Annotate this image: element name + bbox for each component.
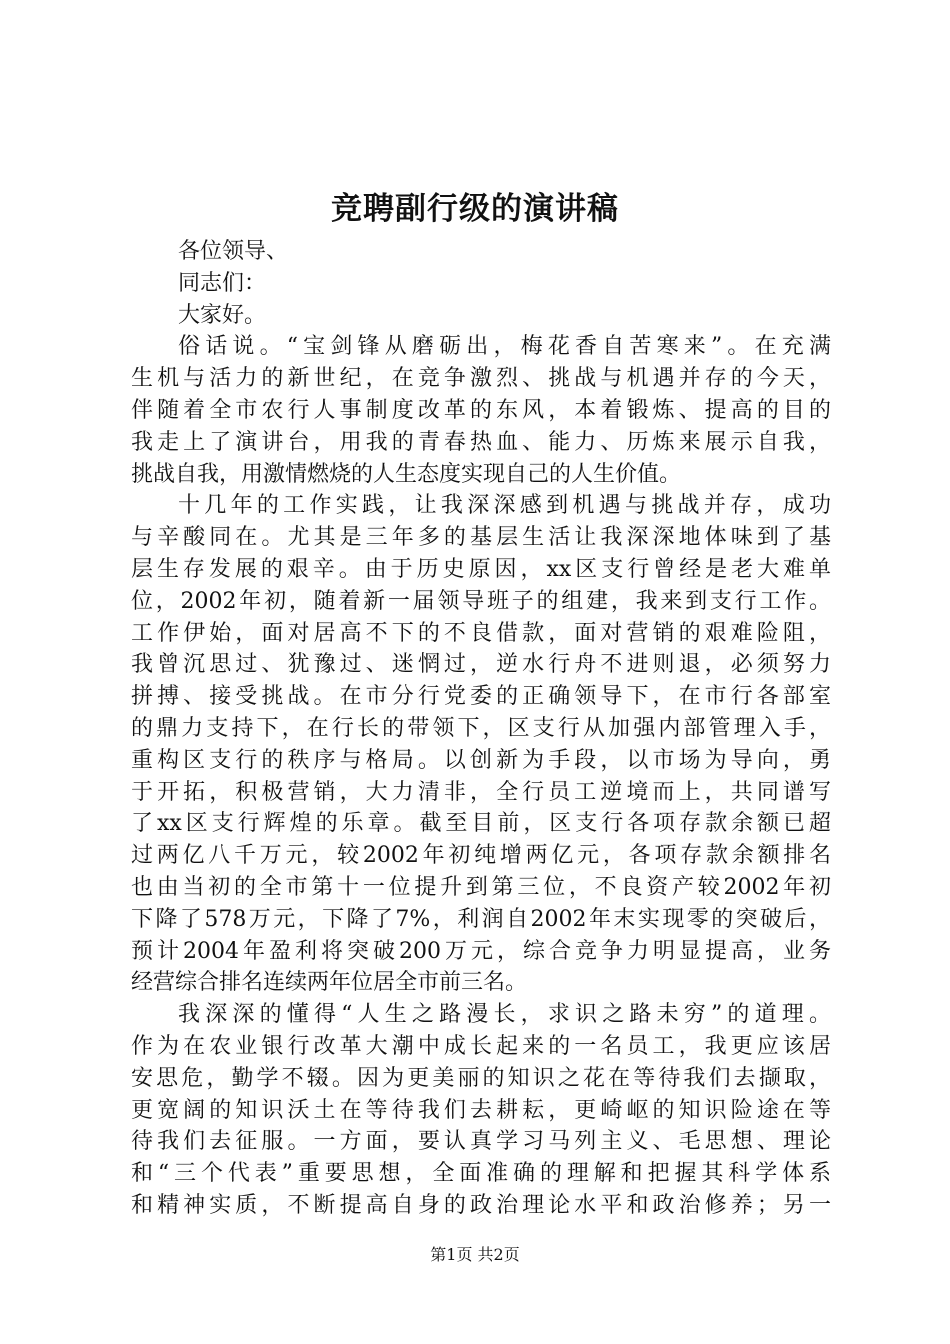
text-line: 和“三个代表”重要思想，全面准确的理解和把握其科学体系 [131,1161,831,1187]
text-line: 挑战自我，用激情燃烧的人生态度实现自己的人生价值。 [131,461,682,487]
text-line: 预计2004年盈利将突破200万元，综合竞争力明显提高，业务 [131,938,831,964]
text-line: 安思危，勤学不辍。因为更美丽的知识之花在等待我们去撷取， [131,1065,831,1091]
text-line: 经营综合排名连续两年位居全市前三名。 [131,970,528,996]
text-line: 层生存发展的艰辛。由于历史原因，xx区支行曾经是老大难单 [131,556,831,582]
text-line: 我曾沉思过、犹豫过、迷惘过，逆水行舟不进则退，必须努力 [131,652,831,678]
text-line: 我走上了演讲台，用我的青春热血、能力、历炼来展示自我， [131,429,831,455]
text-line: 待我们去征服。一方面，要认真学习马列主义、毛思想、理论 [131,1129,831,1155]
document-body [131,236,831,1222]
text-line: 了xx区支行辉煌的乐章。截至目前，区支行各项存款余额已超 [131,811,831,837]
text-line: 更宽阔的知识沃土在等待我们去耕耘，更崎岖的知识险途在等 [131,1097,831,1123]
text-line: 的鼎力支持下，在行长的带领下，区支行从加强内部管理入手， [131,715,831,741]
text-line: 我深深的懂得“人生之路漫长，求识之路未穷”的道理。 [178,1002,831,1028]
text-line: 与辛酸同在。尤其是三年多的基层生活让我深深地体味到了基 [131,525,831,551]
text-line: 过两亿八千万元，较2002年初纯增两亿元，各项存款余额排名 [131,843,831,869]
text-line: 下降了578万元，下降了7%，利润自2002年末实现零的突破后， [131,906,831,932]
text-line: 各位领导、 [178,239,289,264]
text-line: 也由当初的全市第十一位提升到第三位，不良资产较2002年初 [131,874,831,900]
text-line: 俗话说。“宝剑锋从磨砺出，梅花香自苦寒来”。在充满 [178,334,831,360]
text-line: 作为在农业银行改革大潮中成长起来的一名员工，我更应该居 [131,1033,831,1059]
text-line: 大家好。 [178,302,267,328]
page-footer: 第1页 共2页 [430,1245,520,1264]
text-line: 和精神实质，不断提高自身的政治理论水平和政治修养；另一 [131,1192,831,1218]
text-line: 同志们： [178,270,267,296]
text-line: 拼搏、接受挑战。在市分行党委的正确领导下，在市行各部室 [131,684,831,710]
text-line: 位，2002年初，随着新一届领导班子的组建，我来到支行工作。 [131,588,831,614]
document-title: 竞聘副行级的演讲稿 [331,191,619,227]
text-line: 于开拓，积极营销，大力清非，全行员工逆境而上，共同谱写 [131,779,831,805]
text-line: 生机与活力的新世纪，在竞争激烈、挑战与机遇并存的今天， [131,366,831,392]
text-line: 工作伊始，面对居高不下的不良借款，面对营销的艰难险阻， [131,620,831,646]
text-line: 伴随着全市农行人事制度改革的东风，本着锻炼、提高的目的 [131,397,831,423]
text-line: 重构区支行的秩序与格局。以创新为手段，以市场为导向，勇 [131,747,831,773]
text-line: 十几年的工作实践，让我深深感到机遇与挑战并存，成功 [178,493,831,519]
